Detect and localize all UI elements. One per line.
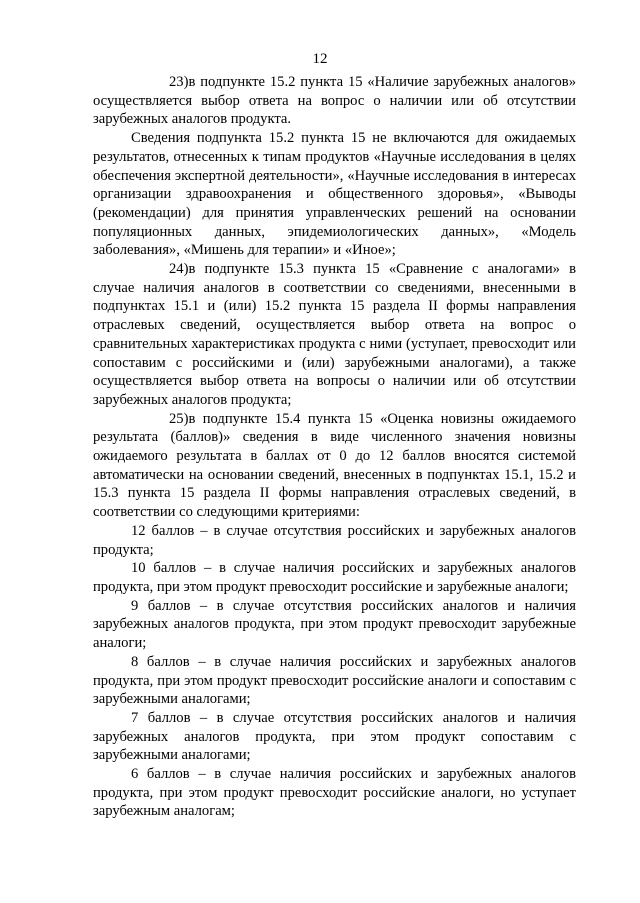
paragraph-item-23: [93, 73, 576, 129]
criterion-6-points: [93, 765, 576, 821]
paragraph-text: 9 баллов – в случае отсутствия российских аналогов и наличия зарубежных аналогов продукта, при этом продукт превосходит зарубежные аналоги;: [93, 597, 576, 652]
paragraph: [93, 129, 576, 260]
paragraph-item-25: [93, 410, 576, 522]
paragraph-text: в подпункте 15.4 пункта 15 «Оценка новизны ожидаемого результата (баллов)» сведения в виде численного значения новизны ожидаемого результата в баллах от 0 до 12 баллов вносятся системой автоматически на основании сведений, внесенных в подпунктах 15.1, 15.2 и 15.3 пункта 15 раздела II формы направления отраслевых сведений, в соответствии со следующими критериями:: [93, 410, 576, 521]
paragraph-text: 8 баллов – в случае наличия российских и зарубежных аналогов продукта, при этом продукт превосходит российские аналоги и сопоставим с зарубежными аналогами;: [93, 653, 576, 708]
item-number: 24): [169, 261, 189, 278]
criterion-7-points: [93, 709, 576, 765]
paragraph-item-24: [93, 260, 576, 410]
criterion-9-points: [93, 597, 576, 653]
criterion-12-points: [93, 522, 576, 559]
item-number: 23): [169, 74, 189, 90]
paragraph-text: в подпункте 15.3 пункта 15 «Сравнение с аналогами» в случае наличия аналогов в соответствии со сведениями, внесенными в подпунктах 15.1 и (или) 15.2 пункта 15 раздела II формы направления отраслевых сведений, осуществляется выбор ответа на вопрос о сравнительных характеристиках продукта с ними (уступает, превосходит или сопоставим с российскими и (или) зарубежными аналогами), а также осуществляется выбор ответа на вопросы о наличии или об отсутствии зарубежных аналогов продукта;: [93, 261, 576, 408]
paragraph-text: в подпункте 15.2 пункта 15 «Наличие зарубежных аналогов» осуществляется выбор ответа на вопрос о наличии или об отсутствии зарубежных аналогов продукта.: [93, 74, 576, 128]
page-number: 12: [312, 51, 328, 67]
document-body: [93, 73, 576, 821]
paragraph-text: 12 баллов – в случае отсутствия российских и зарубежных аналогов продукта;: [93, 522, 576, 558]
item-number: 25): [169, 410, 189, 427]
paragraph-text: Сведения подпункта 15.2 пункта 15 не включаются для ожидаемых результатов, отнесенных к типам продуктов «Научные исследования в целях обеспечения экспертной деятельности», «Научные исследования в интересах организации здравоохранения и общественного здоровья», «Выводы (рекомендации) для принятия управленческих решений на основании популяционных данных, эпидемиологических данных», «Модель заболевания», «Мишень для терапии» и «Иное»;: [93, 130, 576, 259]
criterion-8-points: [93, 653, 576, 709]
paragraph-text: 10 баллов – в случае наличия российских и зарубежных аналогов продукта, при этом продукт превосходит российские и зарубежные аналоги;: [93, 560, 576, 595]
criterion-10-points: [93, 559, 576, 596]
paragraph-text: 6 баллов – в случае наличия российских и зарубежных аналогов продукта, при этом продукт превосходит российские аналоги, но уступает зарубежным аналогам;: [93, 766, 576, 820]
paragraph-text: 7 баллов – в случае отсутствия российских аналогов и наличия зарубежных аналогов продукта, при этом продукт сопоставим с зарубежными аналогами;: [93, 709, 576, 764]
